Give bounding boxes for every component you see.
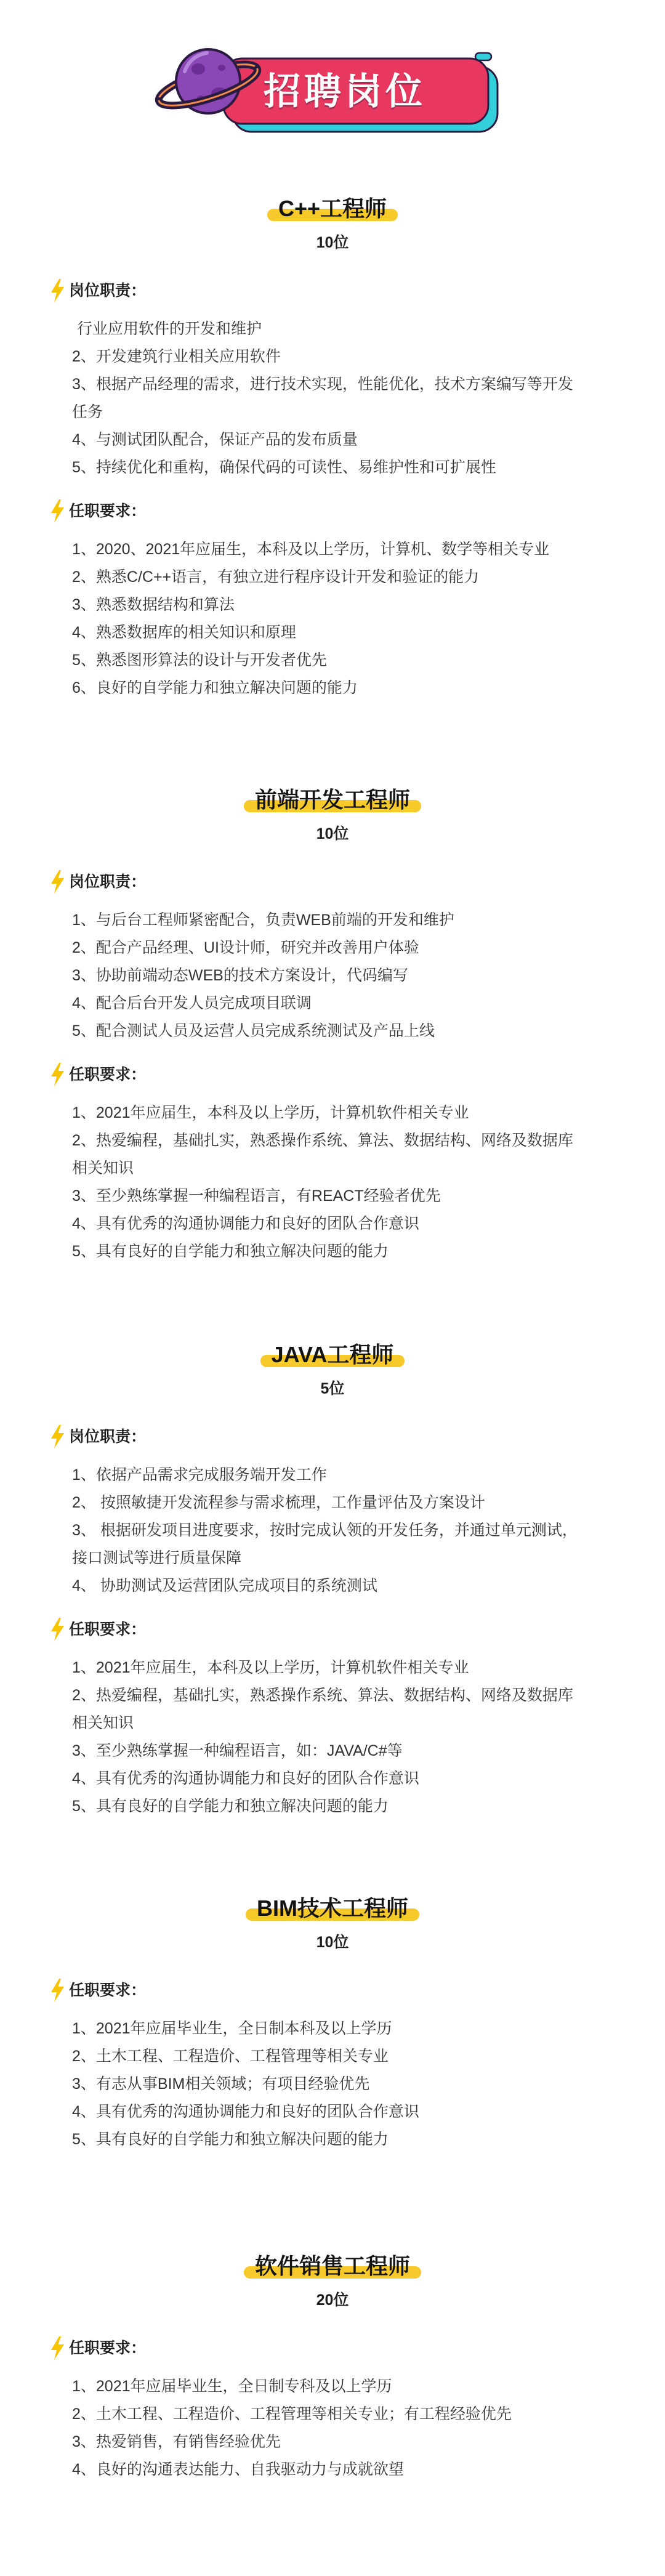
duties-heading-row xyxy=(0,278,665,303)
requirements-list xyxy=(0,1099,665,1266)
requirements-list xyxy=(0,1654,665,1820)
list-item: 3、至少熟练掌握一种编程语言，如：JAVA/C#等 xyxy=(72,1742,403,1759)
lightning-icon xyxy=(49,499,65,523)
position-title: BIM技术工程师 xyxy=(257,1891,408,1926)
list-item: 2、土木工程、工程造价、工程管理等相关专业 xyxy=(72,2048,389,2065)
position-section xyxy=(0,783,665,1266)
requirements-heading-row xyxy=(0,1978,665,2003)
position-section xyxy=(0,1891,665,2154)
list-item: 1、依据产品需求完成服务端开发工作 xyxy=(72,1466,327,1484)
lightning-icon xyxy=(49,2336,65,2360)
requirements-list xyxy=(0,2373,665,2484)
requirements-heading-row xyxy=(0,1062,665,1087)
duties-list xyxy=(0,906,665,1045)
list-item: 3、有志从事BIM相关领域；有项目经验优先 xyxy=(72,2075,370,2093)
requirements-heading: 任职要求： xyxy=(69,503,147,520)
position-title: 前端开发工程师 xyxy=(255,783,410,817)
duties-heading-row xyxy=(0,1424,665,1449)
list-item: 3、根据产品经理的需求，进行技术实现，性能优化，技术方案编写等开发 任务 xyxy=(72,376,573,421)
duties-block xyxy=(0,870,665,1045)
list-item: 5、具有良好的自学能力和独立解决问题的能力 xyxy=(72,1243,389,1260)
list-item: 1、2021年应届毕业生，全日制专科及以上学历 xyxy=(72,2378,392,2395)
list-item: 1、2021年应届生，本科及以上学历，计算机软件相关专业 xyxy=(72,1659,469,1676)
requirements-block xyxy=(0,1617,665,1820)
list-item: 1、2021年应届毕业生，全日制本科及以上学历 xyxy=(72,2020,392,2037)
lightning-icon xyxy=(49,1979,65,2002)
list-item: 3、热爱销售，有销售经验优先 xyxy=(72,2433,281,2450)
requirements-list xyxy=(0,536,665,702)
list-item: 2、热爱编程，基础扎实，熟悉操作系统、算法、数据结构、网络及数据库 相关知识 xyxy=(72,1132,573,1177)
position-headcount: 10位 xyxy=(316,1934,349,1951)
list-item: 5、持续优化和重构，确保代码的可读性、易维护性和可扩展性 xyxy=(72,459,496,476)
duties-list xyxy=(0,315,665,482)
duties-block xyxy=(0,278,665,482)
requirements-block xyxy=(0,499,665,702)
list-item: 4、具有优秀的沟通协调能力和良好的团队合作意识 xyxy=(72,1215,419,1232)
requirements-block xyxy=(0,2336,665,2484)
duties-heading: 岗位职责： xyxy=(69,282,147,299)
banner-title: 招聘岗位 xyxy=(264,70,426,113)
lightning-icon xyxy=(49,870,65,894)
list-item: 行业应用软件的开发和维护 xyxy=(77,320,262,337)
list-item: 1、2021年应届生，本科及以上学历，计算机软件相关专业 xyxy=(72,1104,469,1121)
list-item: 2、热爱编程，基础扎实，熟悉操作系统、算法、数据结构、网络及数据库 相关知识 xyxy=(72,1687,573,1732)
requirements-heading: 任职要求： xyxy=(69,2340,147,2357)
requirements-block xyxy=(0,1062,665,1266)
list-item: 4、配合后台开发人员完成项目联调 xyxy=(72,995,312,1012)
list-item: 1、与后台工程师紧密配合，负责WEB前端的开发和维护 xyxy=(72,911,454,929)
position-headcount: 10位 xyxy=(316,825,349,842)
list-item: 4、具有优秀的沟通协调能力和良好的团队合作意识 xyxy=(72,2103,419,2120)
lightning-icon xyxy=(49,279,65,302)
position-title: 软件销售工程师 xyxy=(255,2249,410,2283)
list-item: 4、良好的沟通表达能力、自我驱动力与成就欲望 xyxy=(72,2461,404,2478)
position-headcount: 10位 xyxy=(316,234,349,251)
duties-heading: 岗位职责： xyxy=(69,873,147,890)
requirements-heading-row xyxy=(0,499,665,523)
list-item: 4、具有优秀的沟通协调能力和良好的团队合作意识 xyxy=(72,1770,419,1787)
requirements-heading: 任职要求： xyxy=(69,1982,147,1999)
duties-block xyxy=(0,1424,665,1600)
lightning-icon xyxy=(49,1618,65,1641)
banner xyxy=(0,0,665,148)
list-item: 5、配合测试人员及运营人员完成系统测试及产品上线 xyxy=(72,1022,435,1040)
requirements-list xyxy=(0,2015,665,2154)
position-headcount: 20位 xyxy=(316,2291,349,2309)
position-headcount: 5位 xyxy=(320,1380,345,1397)
duties-heading-row xyxy=(0,870,665,894)
requirements-heading-row xyxy=(0,2336,665,2360)
duties-list xyxy=(0,1461,665,1600)
list-item: 5、具有良好的自学能力和独立解决问题的能力 xyxy=(72,2131,389,2148)
list-item: 2、开发建筑行业相关应用软件 xyxy=(72,348,281,365)
list-item: 3、至少熟练掌握一种编程语言，有REACT经验者优先 xyxy=(72,1187,441,1205)
position-section xyxy=(0,1338,665,1820)
position-title: C++工程师 xyxy=(278,192,387,226)
lightning-icon xyxy=(49,1063,65,1086)
position-section xyxy=(0,2249,665,2484)
list-item: 5、熟悉图形算法的设计与开发者优先 xyxy=(72,652,327,669)
list-item: 2、配合产品经理、UI设计师，研究并改善用户体验 xyxy=(72,939,419,956)
position-section xyxy=(0,192,665,702)
requirements-block xyxy=(0,1978,665,2154)
position-title: JAVA工程师 xyxy=(272,1338,394,1372)
list-item: 3、熟悉数据结构和算法 xyxy=(72,596,235,613)
list-item: 3、 根据研发项目进度要求，按时完成认领的开发任务，并通过单元测试， 接口测试等进行质量保障 xyxy=(72,1522,578,1567)
list-item: 6、良好的自学能力和独立解决问题的能力 xyxy=(72,679,358,696)
list-item: 4、熟悉数据库的相关知识和原理 xyxy=(72,624,296,641)
lightning-icon xyxy=(49,1425,65,1448)
list-item: 3、协助前端动态WEB的技术方案设计，代码编写 xyxy=(72,967,408,984)
list-item: 1、2020、2021年应届生，本科及以上学历，计算机、数学等相关专业 xyxy=(72,541,550,558)
list-item: 4、 协助测试及运营团队完成项目的系统测试 xyxy=(72,1577,377,1594)
list-item: 2、土木工程、工程造价、工程管理等相关专业；有工程经验优先 xyxy=(72,2405,512,2423)
requirements-heading-row xyxy=(0,1617,665,1642)
list-item: 5、具有良好的自学能力和独立解决问题的能力 xyxy=(72,1798,389,1815)
list-item: 2、 按照敏捷开发流程参与需求梳理，工作量评估及方案设计 xyxy=(72,1494,485,1511)
requirements-heading: 任职要求： xyxy=(69,1621,147,1638)
list-item: 4、与测试团队配合，保证产品的发布质量 xyxy=(72,431,358,448)
duties-heading: 岗位职责： xyxy=(69,1428,147,1445)
list-item: 2、熟悉C/C++语言，有独立进行程序设计开发和验证的能力 xyxy=(72,568,480,586)
requirements-heading: 任职要求： xyxy=(69,1066,147,1083)
